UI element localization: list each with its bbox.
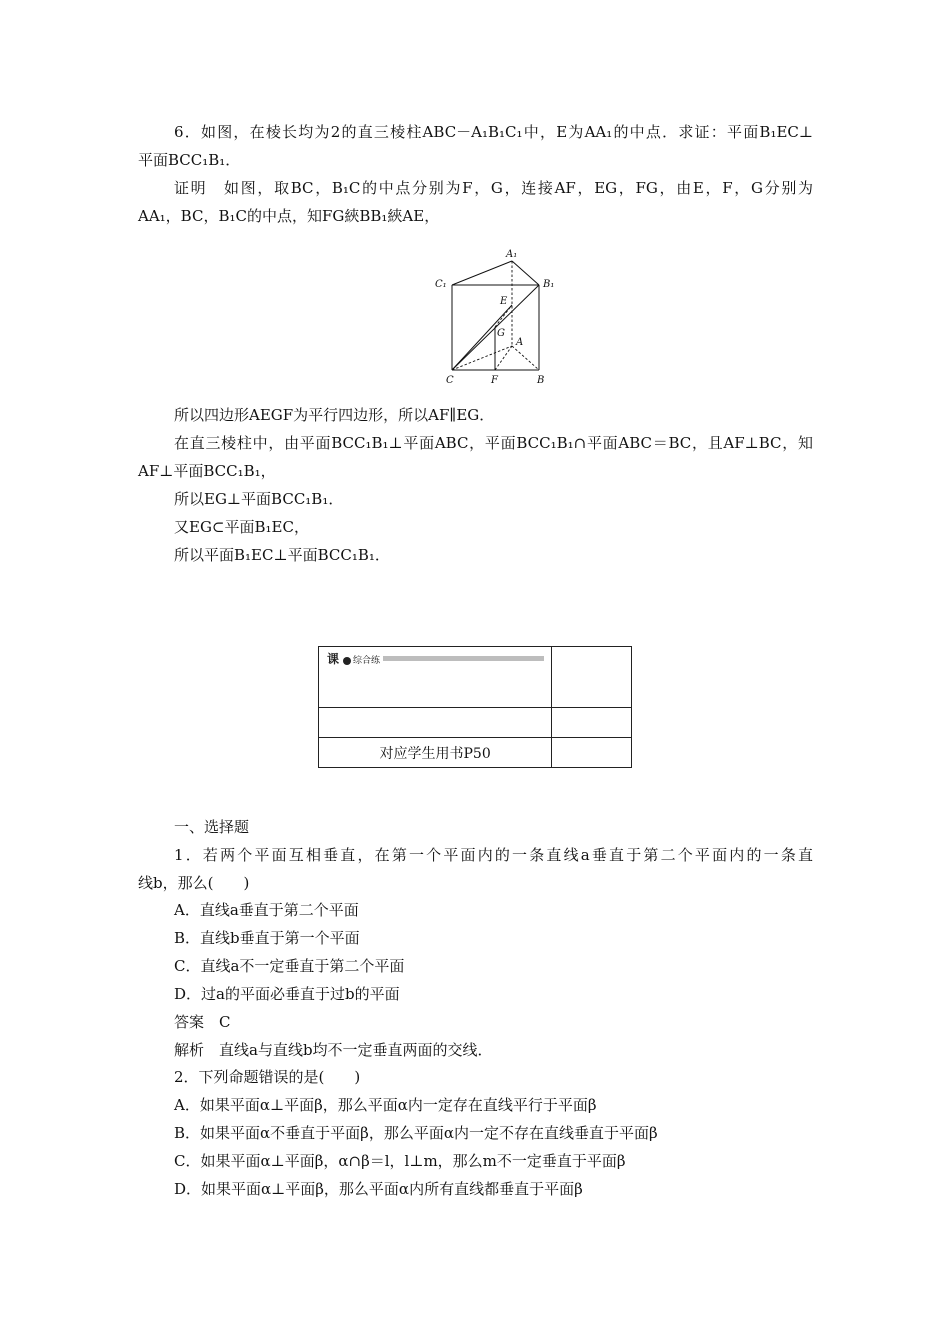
q1-option-d: D．过a的平面必垂直于过b的平面 <box>174 985 400 1003</box>
proof-line-6: 所以EG⊥平面BCC₁B₁． <box>174 490 344 508</box>
banner-empty-cell-2 <box>319 708 552 738</box>
q1-stem-line-2: 线b，那么( ) <box>138 874 250 892</box>
q1-answer: 答案 C <box>174 1013 231 1031</box>
section-heading: 一、选择题 <box>174 818 250 836</box>
segment-g-e-hidden <box>495 305 512 327</box>
q1-analysis: 解析 直线a与直线b均不一定垂直两面的交线． <box>174 1041 493 1059</box>
problem-6-line-2: 平面BCC₁B₁． <box>138 151 241 169</box>
banner-caption: 对应学生用书P50 <box>319 738 552 768</box>
label-b1: B₁ <box>543 279 555 290</box>
banner-bar <box>383 656 544 661</box>
q2-stem: 2．下列命题错误的是( ) <box>174 1068 361 1086</box>
q2-option-b: B．如果平面α不垂直于平面β，那么平面α内一定不存在直线垂直于平面β <box>174 1124 658 1142</box>
banner-logo-text: 综合练 <box>353 656 381 666</box>
q1-stem-line-1: 1．若两个平面互相垂直，在第一个平面内的一条直线a垂直于第二个平面内的一条直 <box>174 846 813 864</box>
proof-line-7: 又EG⊂平面B₁EC， <box>174 518 309 536</box>
course-logo-icon <box>327 651 353 667</box>
proof-line-3: 所以四边形AEGF为平行四边形，所以AF∥EG． <box>174 406 495 424</box>
edge-c1-a1 <box>452 261 512 285</box>
q1-option-b: B．直线b垂直于第一个平面 <box>174 929 360 947</box>
svg-text:课: 课 <box>327 652 340 666</box>
banner-empty-cell-4 <box>552 738 632 768</box>
q2-option-d: D．如果平面α⊥平面β，那么平面α内所有直线都垂直于平面β <box>174 1180 583 1198</box>
label-e: E <box>500 296 508 307</box>
label-b: B <box>537 375 545 386</box>
q2-option-a: A．如果平面α⊥平面β，那么平面α内一定存在直线平行于平面β <box>174 1096 597 1114</box>
label-g: G <box>497 328 505 339</box>
q1-option-c: C．直线a不一定垂直于第二个平面 <box>174 957 405 975</box>
label-f: F <box>491 375 498 386</box>
edge-a-b-hidden <box>512 346 539 370</box>
section-banner-table <box>318 646 632 768</box>
q1-option-a: A．直线a垂直于第二个平面 <box>174 901 359 919</box>
proof-line-8: 所以平面B₁EC⊥平面BCC₁B₁． <box>174 546 390 564</box>
banner-empty-cell-1 <box>552 647 632 708</box>
problem-6-line-1: 6．如图，在棱长均为2的直三棱柱ABC－A₁B₁C₁中，E为AA₁的中点．求证：平面B₁EC⊥ <box>174 123 813 141</box>
q2-option-c: C．如果平面α⊥平面β，α∩β＝l，l⊥m，那么m不一定垂直于平面β <box>174 1152 626 1170</box>
proof-line-2: AA₁，BC，B₁C的中点，知FG綊BB₁綊AE， <box>138 207 440 225</box>
proof-line-5: AF⊥平面BCC₁B₁， <box>138 462 276 480</box>
proof-line-4: 在直三棱柱中，由平面BCC₁B₁⊥平面ABC，平面BCC₁B₁∩平面ABC＝BC，且AF⊥BC，知 <box>174 434 813 452</box>
banner-logo-cell <box>319 647 552 708</box>
label-a1: A₁ <box>506 249 518 260</box>
label-a: A <box>516 337 524 348</box>
proof-line-1: 证明 如图，取BC，B₁C的中点分别为F，G，连接AF，EG，FG，由E，F，G分别为 <box>174 179 813 197</box>
banner-empty-cell-3 <box>552 708 632 738</box>
edge-a1-b1 <box>512 261 539 285</box>
label-c: C <box>446 375 454 386</box>
prism-figure <box>425 244 565 390</box>
label-c1: C₁ <box>435 279 447 290</box>
